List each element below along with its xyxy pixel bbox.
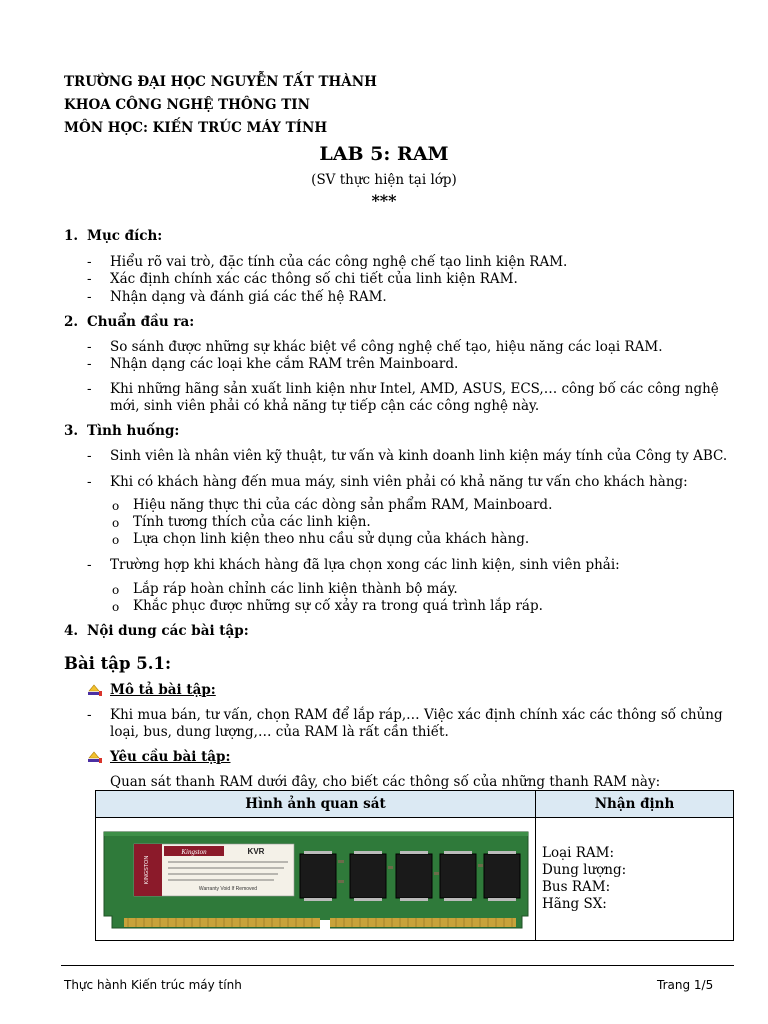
list-item: Khi mua bán, tư vấn, chọn RAM để lắp ráp,… Việc xác định chính xác các thông số chủng loại, bus, dung lượng,… của RAM là rất cần thiết.	[110, 707, 723, 740]
list-bullet: -	[87, 339, 92, 355]
list-item: Nhận dạng và đánh giá các thế hệ RAM.	[110, 289, 387, 305]
list-bullet: -	[87, 557, 92, 573]
list-bullet: -	[87, 381, 92, 397]
list-bullet: -	[87, 254, 92, 270]
section-title: Mục đích:	[87, 228, 163, 244]
section-heading-exercises	[64, 623, 249, 640]
footer-page-number: Trang 1/5	[657, 978, 714, 992]
list-bullet: -	[87, 707, 92, 723]
ram-brand-label: Kingston	[180, 848, 207, 856]
sub-bullet: o	[112, 533, 120, 547]
footer-divider	[61, 965, 734, 966]
sub-list-item: Hiệu năng thực thi của các dòng sản phẩm RAM, Mainboard.	[133, 497, 553, 513]
list-item: Khi có khách hàng đến mua máy, sinh viên phải có khả năng tư vấn cho khách hàng:	[110, 474, 688, 490]
list-item: Sinh viên là nhân viên kỹ thuật, tư vấn và kinh doanh linh kiện máy tính của Công ty ABC.	[110, 448, 728, 464]
lab-subtitle: (SV thực hiện tại lớp)	[311, 172, 457, 188]
table-header-row	[96, 791, 734, 818]
arrow-bullet-icon	[88, 683, 102, 697]
sub-bullet: o	[112, 499, 120, 513]
capacity-label: Dung lượng:	[542, 862, 627, 878]
observation-table	[95, 790, 734, 941]
section-heading-scenario	[64, 423, 179, 440]
lab-title: LAB 5: RAM	[319, 143, 449, 165]
list-item: Xác định chính xác các thông số chi tiết của linh kiện RAM.	[110, 271, 518, 287]
ram-module-image	[98, 820, 534, 938]
list-item: Nhận dạng các loại khe cắm RAM trên Mainboard.	[110, 356, 459, 372]
section-heading-outcomes	[64, 314, 194, 331]
separator-stars: ***	[371, 191, 397, 210]
university-name: TRƯỜNG ĐẠI HỌC NGUYỄN TẤT THÀNH	[64, 74, 377, 90]
requirement-heading: Yêu cầu bài tập:	[110, 749, 231, 765]
sub-bullet: o	[112, 516, 120, 530]
section-number: 2.	[64, 314, 79, 330]
list-item: Hiểu rõ vai trò, đặc tính của các công nghệ chế tạo linh kiện RAM.	[110, 254, 568, 270]
column-header-image: Hình ảnh quan sát	[96, 791, 536, 818]
sub-bullet: o	[112, 600, 120, 614]
sub-list-item: Lắp ráp hoàn chỉnh các linh kiện thành bộ máy.	[133, 581, 458, 597]
description-heading: Mô tả bài tập:	[110, 682, 216, 698]
bus-label: Bus RAM:	[542, 879, 611, 895]
assessment-cell	[536, 818, 734, 941]
section-title: Chuẩn đầu ra:	[87, 314, 195, 330]
sub-bullet: o	[112, 583, 120, 597]
list-bullet: -	[87, 474, 92, 490]
sub-list-item: Khắc phục được những sự cố xảy ra trong quá trình lắp ráp.	[133, 598, 543, 614]
ram-image-cell	[96, 818, 536, 941]
section-number: 4.	[64, 623, 79, 639]
arrow-bullet-icon	[88, 750, 102, 764]
section-number: 1.	[64, 228, 79, 244]
ram-model-label: KVR	[247, 847, 264, 856]
list-item: Khi những hãng sản xuất linh kiện như Intel, AMD, ASUS, ECS,… công bố các công nghệ mới, sinh viên phải có khả năng tự tiếp cận các công nghệ này.	[110, 381, 719, 414]
section-title: Tình huống:	[87, 423, 180, 439]
exercise-title: Bài tập 5.1:	[64, 654, 172, 673]
ram-warranty-label: Warranty Void If Removed	[198, 886, 257, 892]
sub-list-item: Tính tương thích của các linh kiện.	[133, 514, 371, 530]
column-header-assessment: Nhận định	[536, 791, 734, 818]
requirement-text: Quan sát thanh RAM dưới đây, cho biết các thông số của những thanh RAM này:	[110, 774, 661, 790]
list-bullet: -	[87, 289, 92, 305]
list-bullet: -	[87, 356, 92, 372]
list-bullet: -	[87, 271, 92, 287]
manufacturer-label: Hãng SX:	[542, 896, 607, 912]
table-row	[96, 818, 734, 941]
faculty-name: KHOA CÔNG NGHỆ THÔNG TIN	[64, 97, 310, 113]
section-heading-purpose	[64, 228, 162, 245]
sub-list-item: Lựa chọn linh kiện theo nhu cầu sử dụng của khách hàng.	[133, 531, 530, 547]
footer-course: Thực hành Kiến trúc máy tính	[64, 978, 242, 992]
list-item: Trường hợp khi khách hàng đã lựa chọn xong các linh kiện, sinh viên phải:	[110, 557, 620, 573]
section-title: Nội dung các bài tập:	[87, 623, 249, 639]
ram-type-label: Loại RAM:	[542, 845, 615, 861]
list-item: So sánh được những sự khác biệt về công nghệ chế tạo, hiệu năng các loại RAM.	[110, 339, 663, 355]
document-header	[64, 71, 377, 140]
assessment-notes	[536, 845, 733, 913]
ram-side-label: KINGSTON	[143, 855, 150, 885]
course-name: MÔN HỌC: KIẾN TRÚC MÁY TÍNH	[64, 120, 328, 136]
section-number: 3.	[64, 423, 79, 439]
list-bullet: -	[87, 448, 92, 464]
